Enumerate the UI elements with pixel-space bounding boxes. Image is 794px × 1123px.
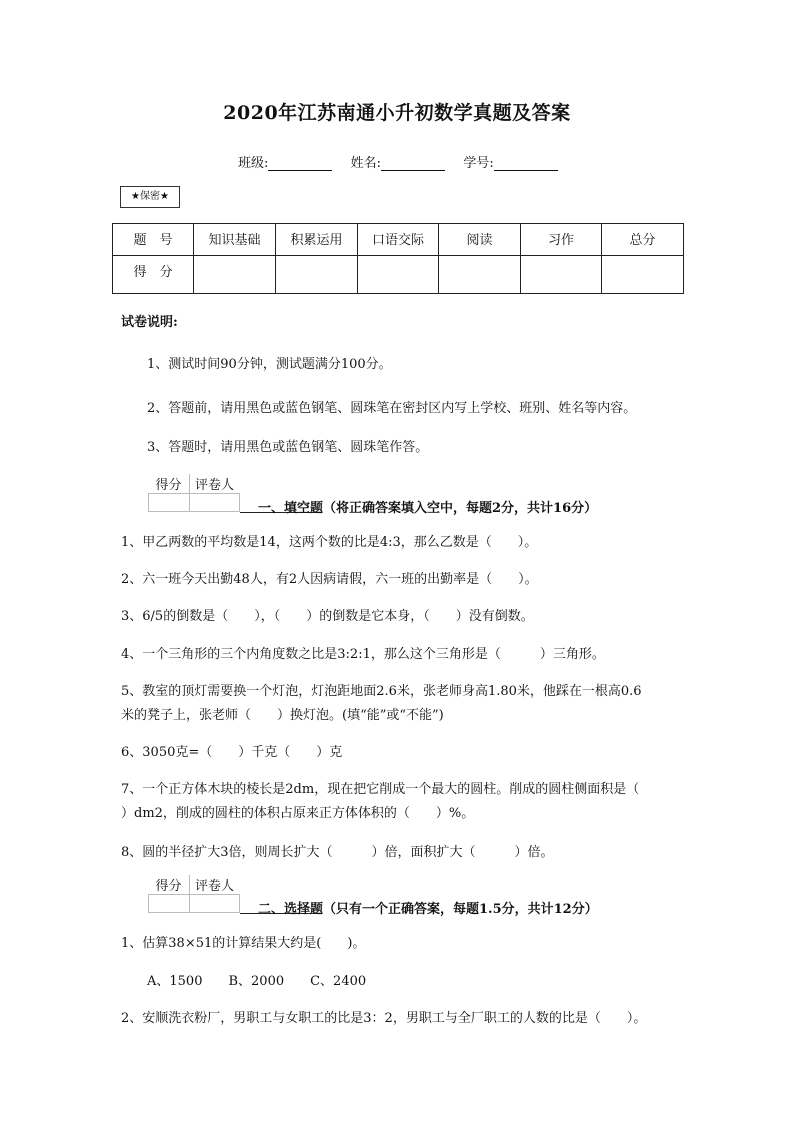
grader-reviewer-label: 评卷人 — [189, 875, 240, 895]
score-cell[interactable] — [276, 256, 358, 294]
section-2-title: 二、选择题（只有一个正确答案，每题1.5分，共计12分） — [258, 902, 598, 917]
section-1-title: 一、填空题（将正确答案填入空中，每题2分，共计16分） — [258, 501, 598, 516]
question-2-2: 2、安顺洗衣粉厂，男职工与女职工的比是3：2，男职工与全厂职工的人数的比是（ ）。 — [121, 1011, 647, 1026]
student-info-line — [238, 152, 558, 171]
header-cell: 阅读 — [439, 224, 521, 256]
score-cell[interactable] — [439, 256, 521, 294]
row-label-cell: 得 分 — [113, 256, 194, 294]
question-1-7: 7、一个正方体木块的棱长是2dm，现在把它削成一个最大的圆柱。削成的圆柱侧面积是（ — [121, 782, 640, 797]
question-1-6: 6、3050克=（ ）千克（ ）克 — [121, 745, 343, 760]
name-label: 姓名: — [350, 156, 382, 171]
id-label: 学号: — [463, 156, 494, 171]
score-table-score-row — [113, 256, 684, 294]
grader-reviewer-cell[interactable] — [189, 494, 240, 512]
name-blank[interactable] — [381, 156, 445, 171]
score-cell[interactable] — [521, 256, 602, 294]
header-cell: 积累运用 — [276, 224, 358, 256]
header-cell: 口语交际 — [358, 224, 439, 256]
header-cell: 题 号 — [113, 224, 194, 256]
question-2-1-options: A、1500 B、2000 C、2400 — [147, 974, 367, 989]
question-1-1: 1、甲乙两数的平均数是14，这两个数的比是4:3，那么乙数是（ ）。 — [121, 535, 538, 550]
grader-score-label: 得分 — [149, 474, 190, 494]
class-label: 班级: — [238, 156, 269, 171]
score-table — [112, 223, 684, 294]
question-1-4: 4、一个三角形的三个内角度数之比是3:2:1，那么这个三角形是（ ）三角形。 — [121, 647, 605, 662]
score-table-header-row — [113, 224, 684, 256]
header-cell: 总分 — [602, 224, 684, 256]
grader-score-cell[interactable] — [149, 494, 190, 512]
grader-reviewer-label: 评卷人 — [189, 474, 240, 494]
header-cell: 知识基础 — [194, 224, 276, 256]
question-1-7-cont: ）dm2，削成的圆柱的体积占原来正方体体积的（ ）%。 — [121, 806, 475, 821]
grader-reviewer-cell[interactable] — [189, 895, 240, 913]
question-1-8: 8、圆的半径扩大3倍，则周长扩大（ ）倍，面积扩大（ ）倍。 — [121, 845, 554, 860]
question-1-3: 3、6/5的倒数是（ ），（ ）的倒数是它本身，（ ）没有倒数。 — [121, 609, 534, 624]
question-2-1: 1、估算38×51的计算结果大约是( )。 — [121, 936, 366, 951]
question-1-5-cont: 米的凳子上，张老师（ ）换灯泡。(填“能”或“不能”) — [121, 708, 444, 723]
page-title: 2020年江苏南通小升初数学真题及答案 — [223, 102, 571, 124]
instruction-item: 1、测试时间90分钟，测试题满分100分。 — [147, 357, 392, 372]
question-1-2: 2、六一班今天出勤48人，有2人因病请假，六一班的出勤率是（ ）。 — [121, 572, 538, 587]
instruction-item: 2、答题前，请用黑色或蓝色钢笔、圆珠笔在密封区内写上学校、班别、姓名等内容。 — [147, 401, 637, 416]
question-1-5: 5、教室的顶灯需要换一个灯泡，灯泡距地面2.6米，张老师身高1.80米，他踩在一根高0.6 — [121, 684, 642, 699]
grader-box-1 — [148, 474, 240, 512]
confidential-badge: ★保密★ — [120, 186, 180, 208]
class-blank[interactable] — [268, 156, 332, 171]
instruction-item: 3、答题时，请用黑色或蓝色钢笔、圆珠笔作答。 — [147, 440, 429, 455]
score-cell[interactable] — [358, 256, 439, 294]
grader-score-label: 得分 — [149, 875, 190, 895]
header-cell: 习作 — [521, 224, 602, 256]
score-cell[interactable] — [194, 256, 276, 294]
instructions-heading: 试卷说明: — [121, 315, 178, 330]
score-cell[interactable] — [602, 256, 684, 294]
grader-score-cell[interactable] — [149, 895, 190, 913]
id-blank[interactable] — [494, 156, 558, 171]
grader-box-2 — [148, 875, 240, 913]
